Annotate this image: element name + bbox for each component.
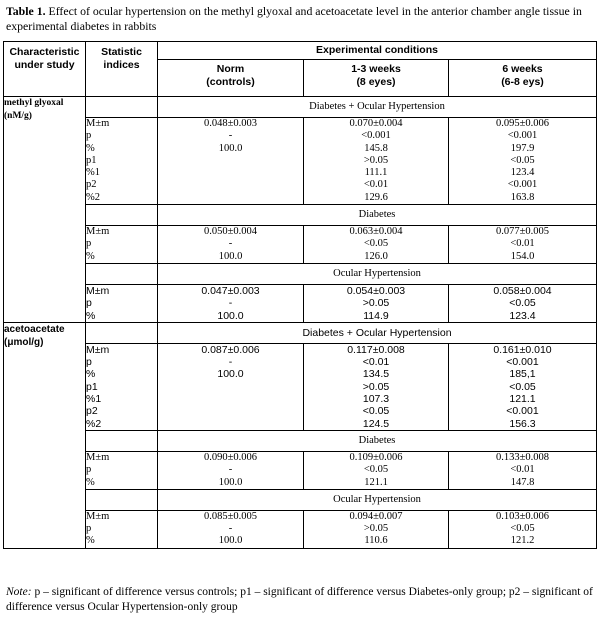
statistic-index: p [86, 523, 92, 535]
value: <0.05 [363, 238, 389, 250]
value: <0.05 [362, 405, 390, 418]
value: <0.01 [510, 464, 535, 476]
statistic-index: M±m [86, 510, 110, 522]
statistic-index: M±m [86, 451, 110, 463]
value [158, 179, 303, 191]
value: 154.0 [510, 250, 535, 262]
statistic-index: p [86, 238, 92, 250]
statistic-index: %1 [86, 393, 102, 406]
value: <0.05 [510, 154, 535, 166]
value: 110.6 [364, 535, 388, 547]
value: 100.0 [218, 476, 243, 488]
value: >0.05 [362, 380, 390, 393]
value-cell-w13 [304, 343, 449, 430]
results-table [3, 41, 597, 549]
value: 126.0 [364, 250, 388, 262]
value: 0.117±0.008 [347, 343, 405, 356]
caption-label: Table 1. [6, 4, 46, 18]
value: <0.001 [506, 405, 539, 418]
group-title-spacer [86, 322, 158, 343]
header-norm-line1: Norm [216, 63, 245, 75]
group-values-row [4, 343, 597, 430]
statistic-indices-cell [86, 226, 158, 264]
group-title-row [4, 322, 597, 343]
value: - [228, 297, 233, 310]
value-cell-norm [158, 510, 304, 548]
header-6-weeks-line2: (6-8 eys) [501, 76, 544, 88]
value: 0.054±0.003 [346, 284, 406, 297]
value: 121.1 [364, 476, 388, 488]
value-cell-norm [158, 118, 304, 205]
value: - [228, 356, 233, 369]
statistic-index: M±m [86, 343, 110, 356]
value: 0.070±0.004 [349, 118, 403, 129]
value: 100.0 [218, 535, 243, 547]
value: 107.3 [362, 393, 390, 406]
statistic-index: p [86, 464, 92, 476]
statistic-index: % [86, 476, 95, 488]
group-title-row [4, 263, 597, 284]
header-norm-line2: (controls) [206, 76, 255, 88]
group-title-spacer [86, 263, 158, 284]
group-title: Diabetes + Ocular Hypertension [158, 322, 597, 343]
value: 156.3 [509, 417, 536, 430]
value: 147.8 [510, 476, 535, 488]
statistic-index: % [86, 309, 96, 322]
value: 129.6 [364, 191, 388, 203]
group-title-row [4, 97, 597, 118]
value: 0.048±0.003 [203, 118, 257, 129]
group-title: Ocular Hypertension [158, 489, 597, 510]
value: 0.085±0.005 [203, 510, 257, 522]
group-title-row [4, 489, 597, 510]
statistic-index: % [86, 368, 96, 381]
statistic-indices-cell [86, 118, 158, 205]
value: 124.5 [362, 417, 390, 430]
value-cell-w13 [304, 451, 449, 489]
value: 145.8 [364, 142, 388, 154]
group-title: Diabetes + Ocular Hypertension [158, 97, 597, 118]
value: 0.077±0.005 [495, 226, 549, 238]
value [158, 405, 303, 417]
statistic-index: p1 [86, 380, 98, 393]
value: 0.109±0.006 [349, 451, 403, 463]
value: <0.05 [363, 464, 389, 476]
value: 121.2 [510, 535, 535, 547]
value: 121.1 [509, 393, 536, 406]
value-cell-norm [158, 284, 304, 322]
statistic-index: p1 [86, 154, 97, 166]
group-title-spacer [86, 97, 158, 118]
statistic-index: %2 [86, 417, 102, 430]
value: 0.087±0.006 [201, 343, 260, 356]
header-1-3-weeks-line1: 1-3 weeks [351, 63, 401, 75]
value-cell-w13 [304, 510, 449, 548]
group-title-row [4, 205, 597, 226]
note-text: p – significant of difference versus controls; p1 – significant of difference versus Diabetes-only group; p2 – significant of difference versus Ocular Hypertension-only group [6, 586, 593, 613]
value: 0.050±0.004 [203, 226, 257, 238]
value-cell-w6 [449, 118, 597, 205]
characteristic-name: acetoacetate [4, 323, 65, 335]
statistic-index: M±m [86, 118, 110, 129]
value-cell-w13 [304, 226, 449, 264]
characteristic-label [4, 97, 86, 323]
group-title: Diabetes [158, 430, 597, 451]
statistic-indices-cell [86, 343, 158, 430]
value: >0.05 [363, 154, 389, 166]
value: - [228, 464, 233, 476]
statistic-index: %1 [86, 167, 100, 179]
value-cell-norm [158, 226, 304, 264]
statistic-index: M±m [86, 226, 110, 238]
value-cell-w6 [449, 343, 597, 430]
value: 0.095±0.006 [495, 118, 549, 129]
value: <0.05 [510, 523, 535, 535]
value-cell-norm [158, 343, 304, 430]
table-body [4, 97, 597, 549]
header-6-weeks [449, 60, 597, 97]
statistic-index: p [86, 130, 92, 142]
value: <0.05 [509, 297, 536, 310]
value: 0.103±0.006 [495, 510, 549, 522]
header-experimental-conditions: Experimental conditions [158, 42, 597, 60]
value: 123.4 [509, 309, 536, 322]
header-1-3-weeks [304, 60, 449, 97]
statistic-index: % [86, 250, 95, 262]
group-title-row [4, 430, 597, 451]
group-title-spacer [86, 205, 158, 226]
statistic-index: % [86, 535, 95, 547]
value [158, 393, 303, 405]
value: 134.5 [362, 368, 390, 381]
value [158, 192, 303, 204]
statistic-index: p [86, 297, 92, 310]
value: 185,1 [509, 368, 536, 381]
value: <0.05 [509, 380, 536, 393]
value: 0.047±0.003 [201, 284, 260, 297]
value-cell-norm [158, 451, 304, 489]
note-label: Note: [6, 586, 32, 598]
value: 100.0 [217, 368, 244, 381]
value: <0.001 [507, 179, 538, 191]
characteristic-unit: (μmol/g) [4, 336, 44, 348]
characteristic-unit: (nM/g) [4, 111, 32, 121]
statistic-indices-cell [86, 284, 158, 322]
header-characteristic: Characteristic under study [4, 42, 86, 97]
statistic-index: % [86, 142, 95, 154]
value [158, 381, 303, 393]
characteristic-name: methyl glyoxal [4, 98, 64, 108]
value: <0.001 [361, 130, 391, 142]
value [158, 418, 303, 430]
value: <0.01 [363, 179, 389, 191]
value [158, 167, 303, 179]
caption-text: Effect of ocular hypertension on the methyl glyoxal and acetoacetate level in the anterior chamber angle tissue in experimental diabetes in rabbits [6, 4, 582, 33]
header-6-weeks-line1: 6 weeks [502, 63, 543, 75]
table-caption [6, 4, 594, 34]
group-values-row [4, 226, 597, 264]
value: <0.01 [510, 238, 535, 250]
header-statistic: Statistic indices [86, 42, 158, 97]
value: 197.9 [510, 142, 535, 154]
group-title: Ocular Hypertension [158, 263, 597, 284]
header-1-3-weeks-line2: (8 eyes) [356, 76, 396, 88]
value: <0.001 [507, 130, 538, 142]
value: >0.05 [362, 297, 390, 310]
value-cell-w13 [304, 118, 449, 205]
characteristic-label [4, 322, 86, 548]
value-cell-w6 [449, 284, 597, 322]
value-cell-w6 [449, 226, 597, 264]
value: <0.01 [362, 356, 390, 369]
table-note [6, 585, 594, 615]
value: <0.001 [506, 356, 539, 369]
value [158, 155, 303, 167]
value: 0.161±0.010 [493, 343, 552, 356]
group-values-row [4, 451, 597, 489]
value: - [228, 238, 233, 250]
value: 0.094±0.007 [349, 510, 403, 522]
value: 114.9 [363, 309, 389, 322]
statistic-index: M±m [86, 284, 110, 297]
statistic-index: p [86, 356, 92, 369]
value: 0.063±0.004 [349, 226, 403, 238]
statistic-index: %2 [86, 191, 100, 203]
statistic-indices-cell [86, 510, 158, 548]
value: - [228, 523, 233, 535]
value: 100.0 [218, 250, 243, 262]
value: 123.4 [510, 167, 535, 179]
value: >0.05 [363, 523, 389, 535]
value: 0.133±0.008 [495, 451, 549, 463]
value-cell-w6 [449, 451, 597, 489]
group-title: Diabetes [158, 205, 597, 226]
group-title-spacer [86, 430, 158, 451]
header-norm [158, 60, 304, 97]
value-cell-w6 [449, 510, 597, 548]
statistic-index: p2 [86, 405, 98, 418]
value: 111.1 [364, 167, 388, 179]
statistic-index: p2 [86, 179, 97, 191]
value: 100.0 [218, 142, 243, 154]
value: 0.090±0.006 [203, 451, 257, 463]
value: - [228, 130, 233, 142]
value: 0.058±0.004 [493, 284, 552, 297]
value-cell-w13 [304, 284, 449, 322]
value: 100.0 [217, 309, 244, 322]
group-values-row [4, 284, 597, 322]
group-title-spacer [86, 489, 158, 510]
value: 163.8 [510, 191, 535, 203]
group-values-row [4, 118, 597, 205]
statistic-indices-cell [86, 451, 158, 489]
group-values-row [4, 510, 597, 548]
